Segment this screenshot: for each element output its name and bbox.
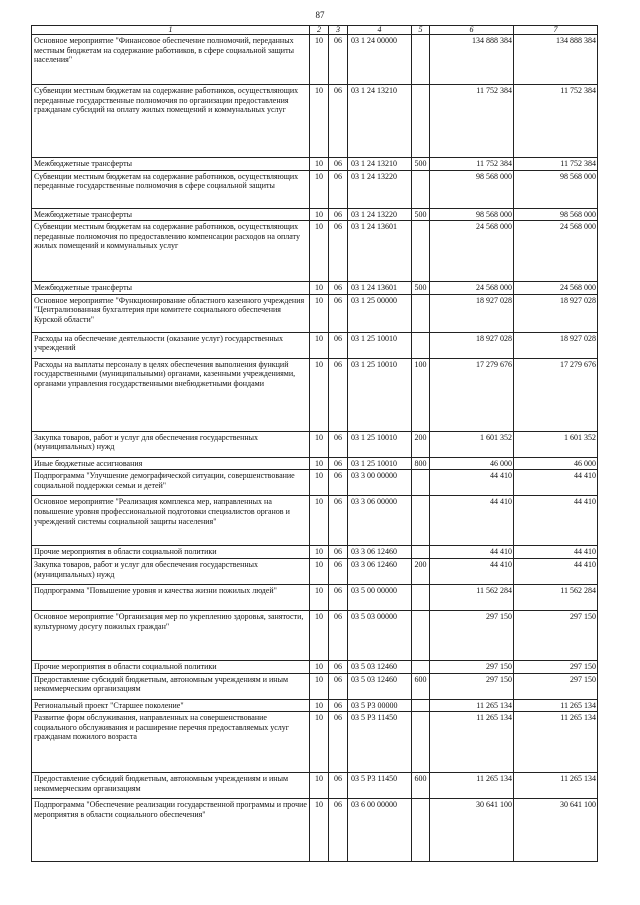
- expense-type-cell: 500: [412, 208, 430, 221]
- section-cell: 10: [310, 158, 329, 171]
- sum-year1-cell: 44 410: [430, 546, 514, 559]
- sum-year1-cell: 297 150: [430, 660, 514, 673]
- subsection-cell: 06: [329, 496, 348, 546]
- table-body: [32, 35, 598, 862]
- target-article-cell: 03 3 06 12460: [348, 558, 412, 584]
- item-name-cell: Основное мероприятие "Финансовое обеспечение полномочий, переданных местным бюджетам на содержание работников, в сфере социальной защиты населения": [32, 35, 310, 85]
- item-name-cell: Основное мероприятие "Функционирование областного казенного учреждения "Централизованная бухгалтерия при комитете социального обеспечения Курской области": [32, 294, 310, 332]
- expense-type-cell: [412, 660, 430, 673]
- section-cell: 10: [310, 546, 329, 559]
- section-cell: 10: [310, 699, 329, 712]
- table-row: [32, 170, 598, 208]
- section-cell: 10: [310, 457, 329, 470]
- expense-type-cell: [412, 699, 430, 712]
- sum-year2-cell: 18 927 028: [514, 332, 598, 358]
- sum-year2-cell: 11 752 384: [514, 85, 598, 158]
- sum-year2-cell: 11 265 134: [514, 699, 598, 712]
- item-name-cell: Прочие мероприятия в области социальной политики: [32, 660, 310, 673]
- item-name-cell: Межбюджетные трансферты: [32, 208, 310, 221]
- expense-type-cell: [412, 170, 430, 208]
- page-number: 87: [315, 10, 325, 20]
- section-cell: 10: [310, 170, 329, 208]
- sum-year2-cell: 11 265 134: [514, 712, 598, 773]
- subsection-cell: 06: [329, 546, 348, 559]
- section-cell: 10: [310, 294, 329, 332]
- expense-type-cell: [412, 799, 430, 862]
- table-row: [32, 358, 598, 431]
- header-cell-2: 2: [310, 26, 329, 35]
- item-name-cell: Подпрограмма "Улучшение демографической ситуации, совершенствование социальной поддержки семьи и детей": [32, 470, 310, 496]
- section-cell: 10: [310, 282, 329, 295]
- item-name-cell: Субвенции местным бюджетам на содержание работников, осуществляющих переданные государственные полномочия в сфере социальной защиты: [32, 170, 310, 208]
- expense-type-cell: [412, 221, 430, 282]
- subsection-cell: 06: [329, 35, 348, 85]
- subsection-cell: 06: [329, 294, 348, 332]
- table-header-row: [32, 26, 598, 35]
- sum-year2-cell: 46 000: [514, 457, 598, 470]
- table-row: [32, 470, 598, 496]
- sum-year1-cell: 1 601 352: [430, 431, 514, 457]
- table-row: [32, 35, 598, 85]
- table-row: [32, 332, 598, 358]
- item-name-cell: Закупка товаров, работ и услуг для обеспечения государственных (муниципальных) нужд: [32, 431, 310, 457]
- target-article-cell: 03 1 25 10010: [348, 431, 412, 457]
- section-cell: 10: [310, 208, 329, 221]
- sum-year2-cell: 98 568 000: [514, 170, 598, 208]
- section-cell: 10: [310, 610, 329, 660]
- subsection-cell: 06: [329, 773, 348, 799]
- section-cell: 10: [310, 558, 329, 584]
- table-row: [32, 431, 598, 457]
- table-row: [32, 457, 598, 470]
- sum-year2-cell: 134 888 384: [514, 35, 598, 85]
- section-cell: 10: [310, 332, 329, 358]
- item-name-cell: Закупка товаров, работ и услуг для обеспечения государственных (муниципальных) нужд: [32, 558, 310, 584]
- item-name-cell: Развитие форм обслуживания, направленных на совершенствование социального обслуживания и расширение перечня предоставляемых услуг гражданам пожилого возраста: [32, 712, 310, 773]
- sum-year1-cell: 11 752 384: [430, 158, 514, 171]
- item-name-cell: Предоставление субсидий бюджетным, автономным учреждениям и иным некоммерческим организациям: [32, 673, 310, 699]
- expense-type-cell: [412, 546, 430, 559]
- header-cell-7: 7: [514, 26, 598, 35]
- expense-type-cell: [412, 712, 430, 773]
- table-row: [32, 294, 598, 332]
- expense-type-cell: 500: [412, 158, 430, 171]
- expense-type-cell: [412, 85, 430, 158]
- item-name-cell: Межбюджетные трансферты: [32, 158, 310, 171]
- section-cell: 10: [310, 35, 329, 85]
- sum-year1-cell: 44 410: [430, 470, 514, 496]
- sum-year1-cell: 24 568 000: [430, 221, 514, 282]
- subsection-cell: 06: [329, 85, 348, 158]
- sum-year2-cell: 297 150: [514, 660, 598, 673]
- target-article-cell: 03 1 25 10010: [348, 358, 412, 431]
- table-row: [32, 221, 598, 282]
- sum-year1-cell: 11 562 284: [430, 584, 514, 610]
- sum-year2-cell: 11 265 134: [514, 773, 598, 799]
- target-article-cell: 03 6 00 00000: [348, 799, 412, 862]
- section-cell: 10: [310, 431, 329, 457]
- sum-year1-cell: 297 150: [430, 673, 514, 699]
- table-row: [32, 699, 598, 712]
- item-name-cell: Подпрограмма "Обеспечение реализации государственной программы и прочие мероприятия в области социального обеспечения": [32, 799, 310, 862]
- subsection-cell: 06: [329, 431, 348, 457]
- expense-type-cell: [412, 35, 430, 85]
- section-cell: 10: [310, 221, 329, 282]
- target-article-cell: 03 5 P3 11450: [348, 712, 412, 773]
- section-cell: 10: [310, 584, 329, 610]
- sum-year1-cell: 18 927 028: [430, 294, 514, 332]
- expense-type-cell: 800: [412, 457, 430, 470]
- section-cell: 10: [310, 470, 329, 496]
- expense-type-cell: [412, 610, 430, 660]
- header-cell-3: 3: [329, 26, 348, 35]
- target-article-cell: 03 5 00 00000: [348, 584, 412, 610]
- item-name-cell: Предоставление субсидий бюджетным, автономным учреждениям и иным некоммерческим организациям: [32, 773, 310, 799]
- subsection-cell: 06: [329, 332, 348, 358]
- item-name-cell: Субвенции местным бюджетам на содержание работников, осуществляющих переданные полномочия по предоставлению компенсации расходов на оплату жилых помещений и коммунальных услуг: [32, 221, 310, 282]
- section-cell: 10: [310, 496, 329, 546]
- table-row: [32, 660, 598, 673]
- item-name-cell: Иные бюджетные ассигнования: [32, 457, 310, 470]
- sum-year1-cell: 44 410: [430, 558, 514, 584]
- sum-year2-cell: 11 752 384: [514, 158, 598, 171]
- table-row: [32, 85, 598, 158]
- item-name-cell: Расходы на обеспечение деятельности (оказание услуг) государственных учреждений: [32, 332, 310, 358]
- expense-type-cell: 600: [412, 673, 430, 699]
- target-article-cell: 03 1 25 10010: [348, 332, 412, 358]
- sum-year1-cell: 18 927 028: [430, 332, 514, 358]
- subsection-cell: 06: [329, 712, 348, 773]
- expense-type-cell: [412, 332, 430, 358]
- header-cell-6: 6: [430, 26, 514, 35]
- table-row: [32, 673, 598, 699]
- target-article-cell: 03 5 P3 00000: [348, 699, 412, 712]
- target-article-cell: 03 5 P3 11450: [348, 773, 412, 799]
- table-row: [32, 799, 598, 862]
- section-cell: 10: [310, 358, 329, 431]
- sum-year1-cell: 11 265 134: [430, 699, 514, 712]
- subsection-cell: 06: [329, 584, 348, 610]
- expense-type-cell: 500: [412, 282, 430, 295]
- sum-year2-cell: 44 410: [514, 496, 598, 546]
- item-name-cell: Подпрограмма "Повышение уровня и качества жизни пожилых людей": [32, 584, 310, 610]
- section-cell: 10: [310, 660, 329, 673]
- item-name-cell: Основное мероприятие "Реализация комплекса мер, направленных на повышение уровня профессиональной подготовки специалистов органов и учреждений системы социальной защиты населения": [32, 496, 310, 546]
- section-cell: 10: [310, 85, 329, 158]
- table-row: [32, 208, 598, 221]
- target-article-cell: 03 1 24 13210: [348, 158, 412, 171]
- sum-year2-cell: 30 641 100: [514, 799, 598, 862]
- target-article-cell: 03 1 24 13220: [348, 170, 412, 208]
- sum-year2-cell: 44 410: [514, 470, 598, 496]
- sum-year2-cell: 44 410: [514, 546, 598, 559]
- sum-year2-cell: 24 568 000: [514, 282, 598, 295]
- subsection-cell: 06: [329, 457, 348, 470]
- expense-type-cell: 200: [412, 431, 430, 457]
- header-cell-5: 5: [412, 26, 430, 35]
- subsection-cell: 06: [329, 470, 348, 496]
- table-row: [32, 584, 598, 610]
- target-article-cell: 03 5 03 12460: [348, 673, 412, 699]
- subsection-cell: 06: [329, 158, 348, 171]
- section-cell: 10: [310, 673, 329, 699]
- sum-year1-cell: 11 265 134: [430, 712, 514, 773]
- subsection-cell: 06: [329, 660, 348, 673]
- item-name-cell: Субвенции местным бюджетам на содержание работников, осуществляющих переданные государственные полномочия по организации предоставления гражданам субсидий на оплату жилых помещений и коммунальных услуг: [32, 85, 310, 158]
- table-row: [32, 558, 598, 584]
- sum-year1-cell: 46 000: [430, 457, 514, 470]
- target-article-cell: 03 1 24 13601: [348, 282, 412, 295]
- subsection-cell: 06: [329, 208, 348, 221]
- target-article-cell: 03 1 24 13220: [348, 208, 412, 221]
- table-row: [32, 610, 598, 660]
- table-row: [32, 496, 598, 546]
- sum-year1-cell: 17 279 676: [430, 358, 514, 431]
- sum-year1-cell: 30 641 100: [430, 799, 514, 862]
- sum-year1-cell: 98 568 000: [430, 170, 514, 208]
- item-name-cell: Основное мероприятие "Организация мер по укреплению здоровья, занятости, культурному досугу пожилых граждан": [32, 610, 310, 660]
- target-article-cell: 03 3 00 00000: [348, 470, 412, 496]
- target-article-cell: 03 5 03 12460: [348, 660, 412, 673]
- section-cell: 10: [310, 712, 329, 773]
- expense-type-cell: [412, 584, 430, 610]
- section-cell: 10: [310, 799, 329, 862]
- subsection-cell: 06: [329, 673, 348, 699]
- header-cell-4: 4: [348, 26, 412, 35]
- subsection-cell: 06: [329, 282, 348, 295]
- subsection-cell: 06: [329, 221, 348, 282]
- sum-year2-cell: 24 568 000: [514, 221, 598, 282]
- sum-year2-cell: 297 150: [514, 673, 598, 699]
- sum-year2-cell: 18 927 028: [514, 294, 598, 332]
- table-row: [32, 712, 598, 773]
- table-row: [32, 546, 598, 559]
- target-article-cell: 03 1 24 13601: [348, 221, 412, 282]
- subsection-cell: 06: [329, 799, 348, 862]
- expense-type-cell: 200: [412, 558, 430, 584]
- target-article-cell: 03 1 24 00000: [348, 35, 412, 85]
- section-cell: 10: [310, 773, 329, 799]
- expense-type-cell: 600: [412, 773, 430, 799]
- subsection-cell: 06: [329, 358, 348, 431]
- sum-year2-cell: 11 562 284: [514, 584, 598, 610]
- sum-year1-cell: 24 568 000: [430, 282, 514, 295]
- target-article-cell: 03 3 06 12460: [348, 546, 412, 559]
- sum-year2-cell: 17 279 676: [514, 358, 598, 431]
- target-article-cell: 03 3 06 00000: [348, 496, 412, 546]
- table-row: [32, 773, 598, 799]
- expense-type-cell: 100: [412, 358, 430, 431]
- sum-year2-cell: 44 410: [514, 558, 598, 584]
- item-name-cell: Расходы на выплаты персоналу в целях обеспечения выполнения функций государственными (муниципальными) органами, казенными учреждениями, органами управления государственными внебюджетными фондами: [32, 358, 310, 431]
- target-article-cell: 03 5 03 00000: [348, 610, 412, 660]
- item-name-cell: Прочие мероприятия в области социальной политики: [32, 546, 310, 559]
- sum-year1-cell: 297 150: [430, 610, 514, 660]
- sum-year1-cell: 98 568 000: [430, 208, 514, 221]
- sum-year1-cell: 11 265 134: [430, 773, 514, 799]
- sum-year1-cell: 44 410: [430, 496, 514, 546]
- subsection-cell: 06: [329, 699, 348, 712]
- table-row: [32, 282, 598, 295]
- item-name-cell: Региональный проект "Старшее поколение": [32, 699, 310, 712]
- header-cell-1: 1: [32, 26, 310, 35]
- target-article-cell: 03 1 24 13210: [348, 85, 412, 158]
- item-name-cell: Межбюджетные трансферты: [32, 282, 310, 295]
- table-row: [32, 158, 598, 171]
- sum-year1-cell: 134 888 384: [430, 35, 514, 85]
- target-article-cell: 03 1 25 00000: [348, 294, 412, 332]
- expense-type-cell: [412, 294, 430, 332]
- sum-year2-cell: 1 601 352: [514, 431, 598, 457]
- sum-year2-cell: 98 568 000: [514, 208, 598, 221]
- budget-table: [31, 25, 598, 862]
- subsection-cell: 06: [329, 558, 348, 584]
- target-article-cell: 03 1 25 10010: [348, 457, 412, 470]
- expense-type-cell: [412, 470, 430, 496]
- subsection-cell: 06: [329, 610, 348, 660]
- subsection-cell: 06: [329, 170, 348, 208]
- expense-type-cell: [412, 496, 430, 546]
- sum-year2-cell: 297 150: [514, 610, 598, 660]
- sum-year1-cell: 11 752 384: [430, 85, 514, 158]
